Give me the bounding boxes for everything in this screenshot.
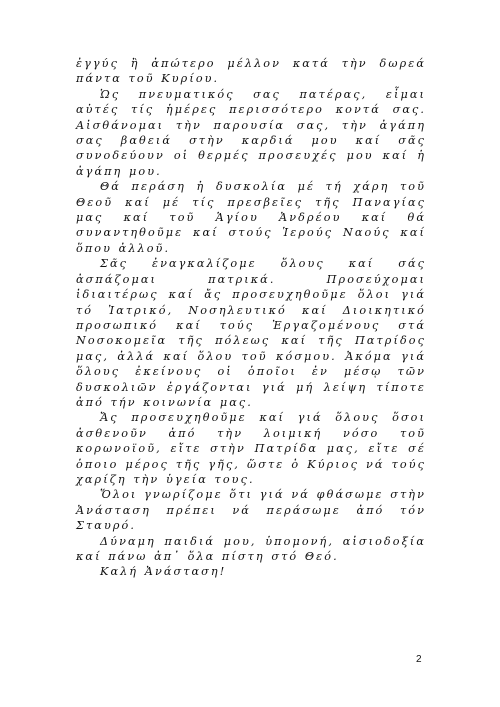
paragraph-continuation: ἐγγύς ἢ ἀπώτερο μέλλον κατά τὴν δωρεά πάντα τοῦ Κυρίου. [76,57,426,86]
paragraph-prayer-for-workers: Σᾶς ἐναγκαλίζομε ὅλους καί σάς ἀσπάζομαι πατρικά. Προσεύχομαι ἰδιαιτέρως καί ἄς προσευχηθοῦμε ὅλοι γιά τό Ἰατρικό, Νοσηλευτικό καί Διοικητικό προσωπικό καί τούς Ἐργαζομένους στά Νοσοκομεῖα τῆς πόλεως καί τῆς Πατρίδος μας, ἀλλά καί ὅλου τοῦ κόσμου. Ἀκόμα γιά ὅλους ἐκείνους οἱ ὁποῖοι ἐν μέσῳ τῶν δυσκολιῶν ἐργάζονται γιά μή λείψη τίποτε ἀπό τήν κοινωνία μας. [76,257,426,409]
paragraph-resurrection-cross: Ὅλοι γνωρίζομε ὅτι γιά νά φθάσωμε στὴν Ἀνάσταση πρέπει νά περάσωμε ἀπό τόν Σταυρό. [76,488,426,533]
paragraph-difficulty-will-pass: Θά περάση ἡ δυσκολία μέ τή χάρη τοῦ Θεοῦ καί μέ τίς πρεσβεῖες τῆς Παναγίας μας καί τοῦ Ἁγίου Ἀνδρέου καί θά συναντηθοῦμε καί στούς Ἱερούς Ναούς καί ὅπου ἀλλοῦ. [76,180,426,255]
paragraph-spiritual-father: Ὡς πνευματικός σας πατέρας, εἶμαι αὐτές τίς ἡμέρες περισσότερο κοντά σας. Αἰσθάνομαι τὴν παρουσία σας, τὴν ἀγάπη σας βαθειά στὴν καρδιά μου καί σᾶς συνοδεύουν οἱ θερμές προσευχές μου καί ἡ ἀγάπη μου. [76,87,426,178]
page-number: 2 [416,654,422,665]
letter-body [76,56,426,580]
paragraph-encouragement: Δύναμη παιδιά μου, ὑπομονή, αἰσιοδοξία καί πάνω ἀπ᾽ ὅλα πίστη στό Θεό. [76,534,426,563]
paragraph-prayer-for-sick: Ἄς προσευχηθοῦμε καί γιά ὅλους ὅσοι ἀσθενοῦν ἀπό τὴν λοιμική νόσο τοῦ κορωνοϊοῦ, εἴτε στὴν Πατρίδα μας, εἴτε σέ ὁποιο μέρος τῆς γῆς, ὥστε ὁ Κύριος νά τούς χαρίζη τὴν ὑγεία τους. [76,411,426,486]
paragraph-greeting: Καλή Ἀνάσταση! [100,565,227,579]
